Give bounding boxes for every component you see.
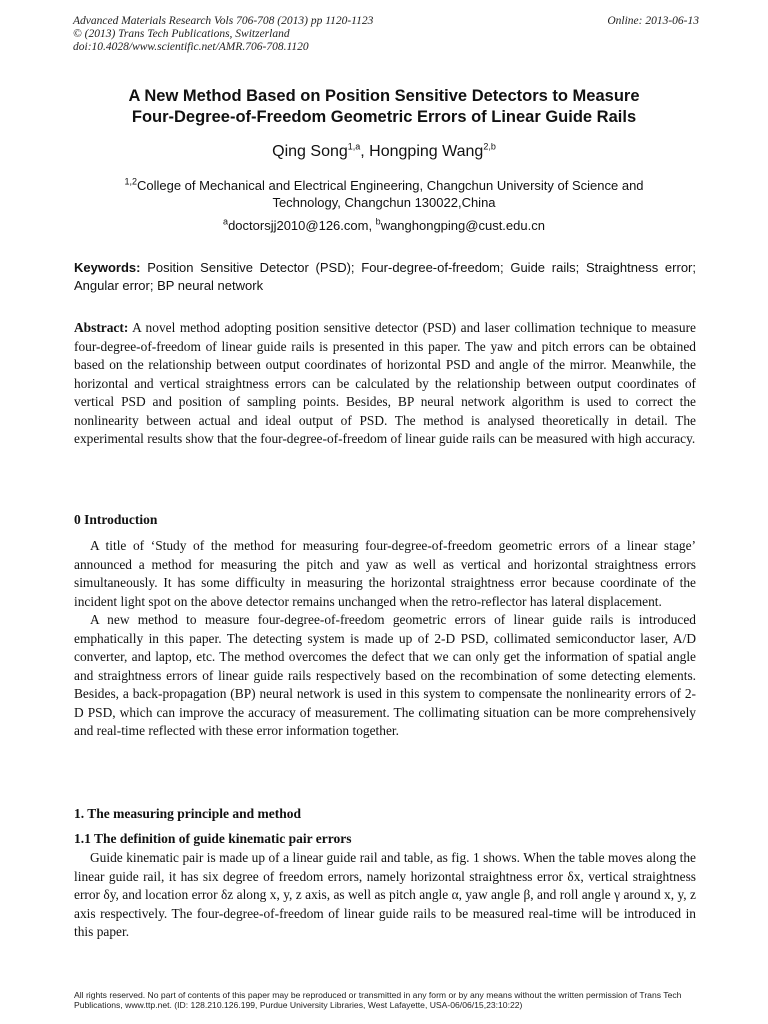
abstract-label: Abstract:	[74, 320, 129, 335]
paragraph: Guide kinematic pair is made up of a linear guide rail and table, as fig. 1 shows. When the table moves along the linear guide rail, it has six degree of freedom errors, namely horizontal straightness error δx, vertical straightness error δy, and location error δz along x, y, z axis, as well as pitch angle α, yaw angle β, and roll angle γ around x, y, z axis respectively. The four-degree-of-freedom of linear guide rails to be measured real-time will be introduced in this paper.	[74, 850, 696, 939]
author-separator: ,	[360, 143, 370, 160]
keywords	[74, 259, 696, 295]
affil-mark: 1,2	[124, 176, 137, 187]
doi-line[interactable]: doi:10.4028/www.scientific.net/AMR.706-708.1120	[73, 41, 309, 53]
author-name: Hongping Wang	[369, 143, 484, 160]
author-list	[60, 143, 708, 161]
abstract-text: A novel method adopting position sensitive detector (PSD) and laser collimation technique to measure four-degree-of-freedom of linear guide rails is presented in this paper. The yaw and pitch errors can be obtained based on the relationship between output coordinates of horizontal PSD and angle of the mirror. Meanwhile, the horizontal and vertical straightness errors can be calculated by the relationship between output coordinates of vertical PSD and position of sampling points. Besides, BP neural network algorithm is used to correct the nonlinearity between actual and ideal output of PSD. The method is analysed theoretically in detail. The experimental results show that the four-degree-of-freedom of linear guide rails can be measured with high accuracy.	[74, 320, 696, 446]
paragraph: A new method to measure four-degree-of-freedom geometric errors of linear guide rails is introduced emphatically in this paper. The detecting system is made up of 2-D PSD, collimated semiconductor laser, A/D converter, and laptop, etc. The method overcomes the defect that we can only get the information of spatial angle and straightness errors of linear guide rails respectively based on the recombination of some detecting elements. Besides, a back-propagation (BP) neural network is used in this system to compensate the nonlinearity errors of 2-D PSD, which can improve the accuracy of measurement. The collimating situation can be more comprehensively and real-time reflected with these error information together.	[74, 612, 696, 738]
author-name: Qing Song	[272, 143, 348, 160]
keywords-text: Position Sensitive Detector (PSD); Four-degree-of-freedom; Guide rails; Straightness error; Angular error; BP neural network	[74, 260, 696, 293]
email-mark: a	[223, 216, 229, 227]
copyright-line: © (2013) Trans Tech Publications, Switzerland	[73, 28, 290, 40]
online-date: Online: 2013-06-13	[607, 15, 699, 27]
journal-citation: Advanced Materials Research Vols 706-708 (2013) pp 1120-1123	[73, 15, 374, 27]
title-line-1: A New Method Based on Position Sensitive Detectors to Measure	[128, 87, 640, 105]
affiliation	[60, 177, 708, 211]
affil-line-1: College of Mechanical and Electrical Engineering, Changchun University of Science and	[136, 178, 644, 193]
affil-line-2: Technology, Changchun 130022,China	[272, 195, 496, 210]
author-emails	[60, 218, 708, 233]
section-heading: 0 Introduction	[74, 512, 158, 527]
paper-title	[60, 86, 708, 128]
email-link[interactable]: wanghongping@cust.edu.cn	[380, 218, 545, 233]
paragraph: A title of ‘Study of the method for measuring four-degree-of-freedom geometric errors of a linear stage’ announced a method for measuring the pitch and yaw as well as vertical and horizontal straightness errors simultaneously. It has some difficulty in measuring the horizontal straightness error because coordinate of the incident light spot on the above detector remains unchanged when the retro-reflector has lateral displacement.	[74, 538, 696, 609]
email-link[interactable]: doctorsjj2010@126.com,	[228, 218, 376, 233]
subsection-heading: 1.1 The definition of guide kinematic pair errors	[74, 831, 352, 846]
copyright-footer: All rights reserved. No part of contents of this paper may be reproduced or transmitted in any form or by any means without the written permission of Trans Tech Publications, www.ttp.net. (ID: 128.210.126.199, Purdue University Libraries, West Lafayette, USA-06/06/15,23:10:22)	[74, 990, 682, 1010]
keywords-label: Keywords:	[74, 260, 141, 275]
author-affil-mark: 1,a	[347, 141, 361, 152]
title-line-2: Four-Degree-of-Freedom Geometric Errors of Linear Guide Rails	[131, 108, 637, 126]
email-mark: b	[375, 216, 381, 227]
introduction-body	[74, 537, 696, 741]
subsection-body	[74, 849, 696, 942]
abstract	[74, 319, 696, 449]
section-heading: 1. The measuring principle and method	[74, 806, 302, 821]
journal-header	[73, 15, 699, 54]
author-affil-mark: 2,b	[483, 141, 496, 152]
